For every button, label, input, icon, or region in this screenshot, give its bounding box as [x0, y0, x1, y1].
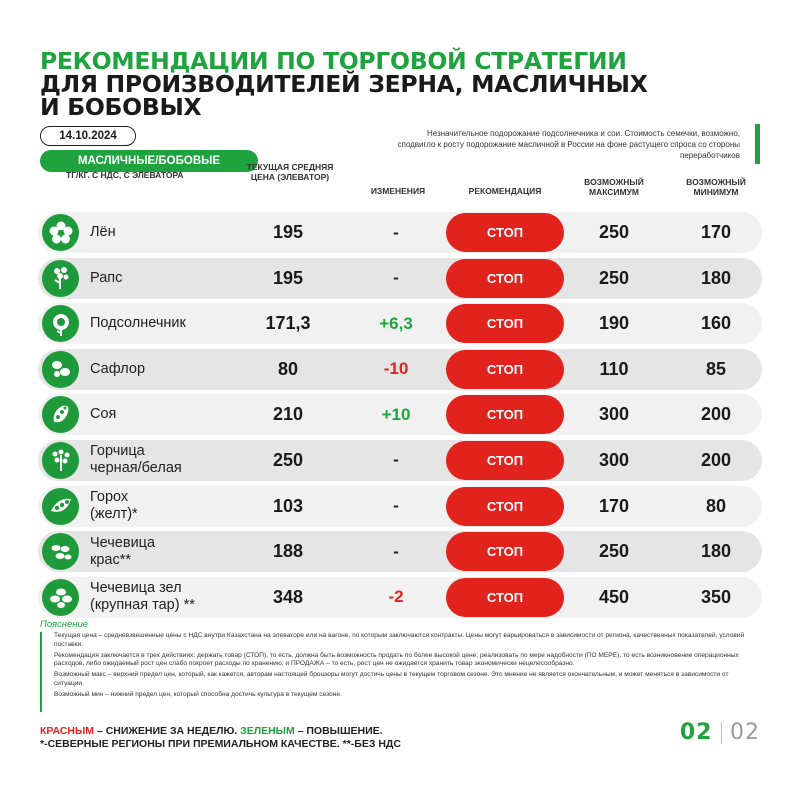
pea-pod-icon — [42, 488, 79, 525]
header-recommendation: РЕКОМЕНДАЦИЯ — [468, 186, 542, 196]
header-unit: ТГ/КГ. С НДС, С ЭЛЕВАТОРА — [66, 170, 184, 180]
recommendation-badge: СТОП — [446, 259, 564, 298]
crop-name: Горчица черная/белая — [90, 443, 182, 477]
note-accent-bar — [755, 124, 760, 164]
possible-min: 160 — [700, 313, 732, 334]
page-indicator — [680, 720, 760, 745]
possible-min: 170 — [700, 222, 732, 242]
explanation-paragraph: Возможный мин – нижний предел цен, который способна достичь культура в текущем сезоне. — [54, 691, 342, 699]
flax-flower-icon — [42, 214, 79, 251]
explanation-paragraph: Рекомендация заключается в трех действиях: держать товар (СТОП), то есть, должна быть возможность продать по более высокой цене; реализовать по мере надобности (ПО МЕРЕ), то есть возникновение операционных расходов, либо ожидаемый рост цен слабо покроет расходы по хранению; и ПРОДАЖА – то есть, рост цен не ожидается хранить товар экономически нецелесообразно. — [54, 651, 739, 668]
legend-red-word: КРАСНЫМ — [40, 725, 95, 737]
possible-min: 180 — [700, 541, 732, 562]
current-page: 02 — [679, 720, 713, 745]
safflower-icon — [42, 351, 79, 388]
category-badge: МАСЛИЧНЫЕ/БОБОВЫЕ — [40, 150, 258, 172]
header-min: ВОЗМОЖНЫЙ МИНИМУМ — [686, 177, 746, 197]
recommendation-badge: СТОП — [446, 395, 564, 434]
explanation-title: Пояснение — [40, 619, 89, 630]
table-row — [38, 256, 762, 302]
price-change: - — [393, 268, 399, 288]
green-lentil-icon — [42, 579, 79, 616]
possible-min: 350 — [700, 586, 732, 607]
possible-max: 190 — [598, 313, 630, 334]
table-row — [38, 347, 762, 393]
price-table — [38, 210, 762, 620]
soybean-icon — [42, 396, 79, 433]
legend-line-1 — [40, 725, 401, 738]
legend-green-word: ЗЕЛЕНЫМ — [240, 725, 295, 737]
header-price: ТЕКУЩАЯ СРЕДНЯЯ ЦЕНА (ЭЛЕВАТОР) — [246, 162, 334, 182]
price-change: - — [393, 450, 399, 470]
title-line-3: И БОБОВЫХ — [40, 93, 202, 121]
possible-max: 300 — [598, 449, 630, 470]
price-change: -10 — [383, 359, 409, 379]
legend-red-text: – СНИЖЕНИЕ ЗА НЕДЕЛЮ. — [94, 725, 241, 737]
possible-max: 300 — [598, 404, 630, 425]
title-line-1: РЕКОМЕНДАЦИИ ПО ТОРГОВОЙ СТРАТЕГИИ — [40, 47, 627, 75]
title-line-2: ДЛЯ ПРОИЗВОДИТЕЛЕЙ ЗЕРНА, МАСЛИЧНЫХ — [40, 70, 648, 98]
price-change: - — [393, 541, 399, 561]
possible-min: 200 — [700, 449, 732, 470]
price-change: -2 — [388, 587, 404, 607]
table-row — [38, 438, 762, 484]
date-badge: 14.10.2024 — [40, 126, 136, 146]
table-row — [38, 484, 762, 530]
recommendation-badge: СТОП — [446, 578, 564, 617]
possible-max: 450 — [598, 586, 630, 607]
crop-name: Сафлор — [90, 360, 146, 377]
crop-name: Горох (желт)* — [90, 489, 138, 523]
page-separator — [721, 722, 723, 744]
legend-green-text: – ПОВЫШЕНИЕ. — [294, 725, 383, 737]
page-title — [40, 47, 770, 121]
current-price: 80 — [277, 358, 299, 379]
possible-min: 85 — [705, 358, 727, 379]
recommendation-badge: СТОП — [446, 487, 564, 526]
recommendation-badge: СТОП — [446, 441, 564, 480]
total-pages: 02 — [730, 720, 760, 745]
legend — [40, 725, 401, 751]
current-price: 188 — [272, 541, 304, 562]
current-price: 195 — [272, 267, 304, 288]
recommendation-badge: СТОП — [446, 350, 564, 389]
recommendation-badge: СТОП — [446, 213, 564, 252]
header-change: ИЗМЕНЕНИЯ — [370, 186, 426, 196]
market-note: Незначительное подорожание подсолнечника и сои. Стоимость семечки, возможно, сподвигло к росту подорожание масличной в России на фоне растущего спроса со стороны переработчиков — [397, 129, 740, 160]
possible-max: 250 — [598, 222, 630, 242]
rapeseed-icon — [42, 260, 79, 297]
explanation-paragraph: Текущая цена – средневзвешенные цены с НДС внутри Казахстана на элеваторе или на вагоне, по которым заключаются контракты. Цены могут варьироваться в зависимости от региона, качественных показателей, условий поставки. — [54, 632, 745, 648]
price-change: +10 — [381, 404, 411, 424]
table-row — [38, 301, 762, 347]
current-price: 103 — [272, 495, 304, 516]
explanation-paragraph: Возможный макс – верхний предел цен, который, как кажется, авторам настоящей брошюры могут достичь цены в текущем торговом сезоне. Это мнение не является окончательным, и может меняться в зависимости от ситуации. — [54, 671, 729, 687]
mustard-icon — [42, 442, 79, 479]
explanation-accent-bar — [40, 632, 42, 712]
price-change: +6,3 — [379, 313, 413, 333]
current-price: 348 — [272, 586, 304, 607]
recommendation-badge: СТОП — [446, 304, 564, 343]
current-price: 171,3 — [265, 313, 311, 334]
possible-min: 180 — [700, 267, 732, 288]
explanation-text — [54, 632, 754, 702]
table-row — [38, 392, 762, 438]
crop-name: Лён — [90, 224, 116, 240]
recommendation-badge: СТОП — [446, 532, 564, 571]
current-price: 195 — [272, 222, 304, 242]
current-price: 210 — [272, 404, 304, 425]
crop-name: Рапс — [90, 269, 123, 286]
possible-min: 80 — [705, 495, 727, 516]
possible-max: 250 — [598, 541, 630, 562]
possible-min: 200 — [700, 404, 732, 425]
crop-name: Подсолнечник — [90, 315, 186, 332]
price-change: - — [393, 222, 399, 242]
crop-name: Чечевица зел (крупная тар) ** — [90, 580, 195, 614]
current-price: 250 — [272, 449, 304, 470]
table-row — [38, 529, 762, 575]
sunflower-icon — [42, 305, 79, 342]
crop-name: Соя — [90, 406, 117, 423]
crop-name: Чечевица крас** — [90, 534, 156, 568]
table-row — [38, 575, 762, 621]
possible-max: 110 — [599, 358, 629, 379]
header-max: ВОЗМОЖНЫЙ МАКСИМУМ — [584, 177, 644, 197]
lentil-icon — [42, 533, 79, 570]
table-row — [38, 210, 762, 256]
legend-line-2: *-СЕВЕРНЫЕ РЕГИОНЫ ПРИ ПРЕМИАЛЬНОМ КАЧЕСТВЕ. **-БЕЗ НДС — [40, 738, 401, 750]
price-change: - — [393, 496, 399, 516]
possible-max: 170 — [598, 495, 630, 516]
possible-max: 250 — [598, 267, 630, 288]
